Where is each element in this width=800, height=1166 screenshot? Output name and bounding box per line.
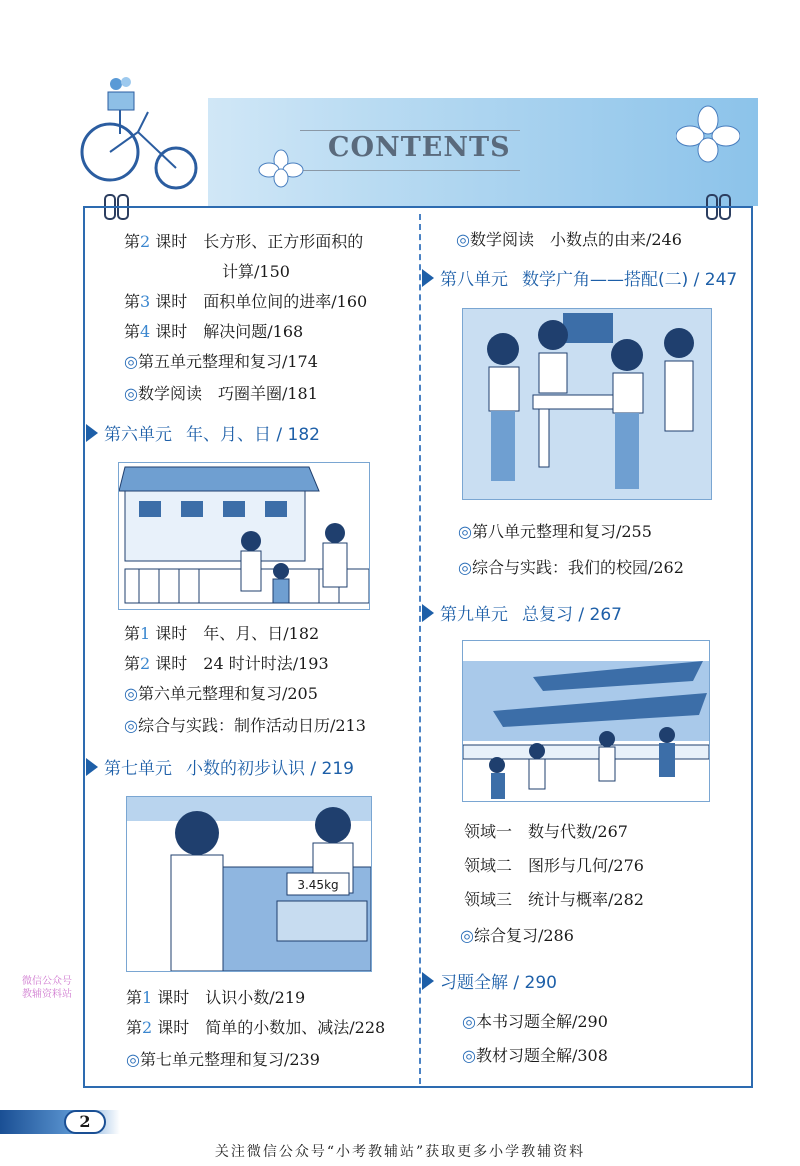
bullet-icon: ◎ (462, 1046, 476, 1065)
toc-entry[interactable]: ◎第五单元整理和复习/174 (124, 352, 318, 371)
toc-entry-continued[interactable]: 计算/150 (222, 262, 290, 281)
toc-entry[interactable]: 第2 课时 简单的小数加、减法/228 (126, 1018, 386, 1037)
market-scale-illustration (126, 796, 372, 972)
toc-entry[interactable]: 第2 课时 24 时计时法/193 (124, 654, 329, 673)
bullet-icon: ◎ (126, 1050, 140, 1069)
triangle-marker-icon (86, 758, 98, 776)
toc-entry[interactable]: ◎综合与实践：我们的校园/262 (458, 558, 684, 577)
toc-entry[interactable]: ◎综合复习/286 (460, 926, 574, 945)
students-classroom-illustration (462, 308, 712, 500)
dragon-boat-illustration (462, 640, 710, 802)
watermark-stamp: 微信公众号 教辅资料站 (22, 976, 72, 1000)
toc-entry[interactable]: ◎教材习题全解/308 (462, 1046, 608, 1065)
bullet-icon: ◎ (124, 384, 138, 403)
bullet-icon: ◎ (458, 558, 472, 577)
toc-entry[interactable]: 第1 课时 认识小数/219 (126, 988, 306, 1007)
unit-heading[interactable]: 第九单元 总复习 / 267 (422, 600, 622, 625)
footer-note: 关注微信公众号“小考教辅站”获取更多小学教辅资料 (214, 1144, 586, 1160)
triangle-marker-icon (422, 269, 434, 287)
unit-heading[interactable]: 第八单元 数学广角——搭配(二) / 247 (422, 265, 737, 290)
family-house-illustration (118, 462, 370, 610)
bullet-icon: ◎ (458, 522, 472, 541)
bicycle-flower-illustration (58, 72, 208, 206)
column-divider (419, 214, 421, 1084)
flower-decoration-icon (258, 148, 304, 188)
toc-entry[interactable]: 第2 课时 长方形、正方形面积的 (124, 232, 364, 251)
page-title: CONTENTS (328, 132, 511, 163)
flower-decoration-icon (676, 104, 740, 164)
toc-entry[interactable]: 第3 课时 面积单位间的进率/160 (124, 292, 368, 311)
bullet-icon: ◎ (462, 1012, 476, 1031)
unit-heading[interactable]: 习题全解 / 290 (422, 968, 557, 993)
toc-entry[interactable]: 领域二 图形与几何/276 (464, 856, 644, 875)
bullet-icon: ◎ (124, 684, 138, 703)
title-rule-top (300, 130, 520, 131)
toc-entry[interactable]: ◎第六单元整理和复习/205 (124, 684, 318, 703)
page-number: 2 (64, 1110, 106, 1134)
toc-entry[interactable]: 领域三 统计与概率/282 (464, 890, 644, 909)
toc-entry[interactable]: 第4 课时 解决问题/168 (124, 322, 304, 341)
toc-entry[interactable]: ◎第七单元整理和复习/239 (126, 1050, 320, 1069)
toc-entry[interactable]: ◎数学阅读 巧圈羊圈/181 (124, 384, 318, 403)
triangle-marker-icon (86, 424, 98, 442)
toc-entry[interactable]: ◎第八单元整理和复习/255 (458, 522, 652, 541)
toc-entry[interactable]: ◎数学阅读 小数点的由来/246 (456, 230, 682, 249)
toc-entry[interactable]: 领域一 数与代数/267 (464, 822, 628, 841)
bullet-icon: ◎ (460, 926, 474, 945)
bullet-icon: ◎ (124, 716, 138, 735)
unit-heading[interactable]: 第七单元 小数的初步认识 / 219 (86, 754, 354, 779)
title-rule-bottom (300, 170, 520, 171)
triangle-marker-icon (422, 972, 434, 990)
scale-display-label: 3.45kg (297, 878, 339, 892)
triangle-marker-icon (422, 604, 434, 622)
bullet-icon: ◎ (124, 352, 138, 371)
bullet-icon: ◎ (456, 230, 470, 249)
toc-entry[interactable]: ◎综合与实践：制作活动日历/213 (124, 716, 366, 735)
unit-heading[interactable]: 第六单元 年、月、日 / 182 (86, 420, 320, 445)
toc-entry[interactable]: 第1 课时 年、月、日/182 (124, 624, 320, 643)
toc-entry[interactable]: ◎本书习题全解/290 (462, 1012, 608, 1031)
